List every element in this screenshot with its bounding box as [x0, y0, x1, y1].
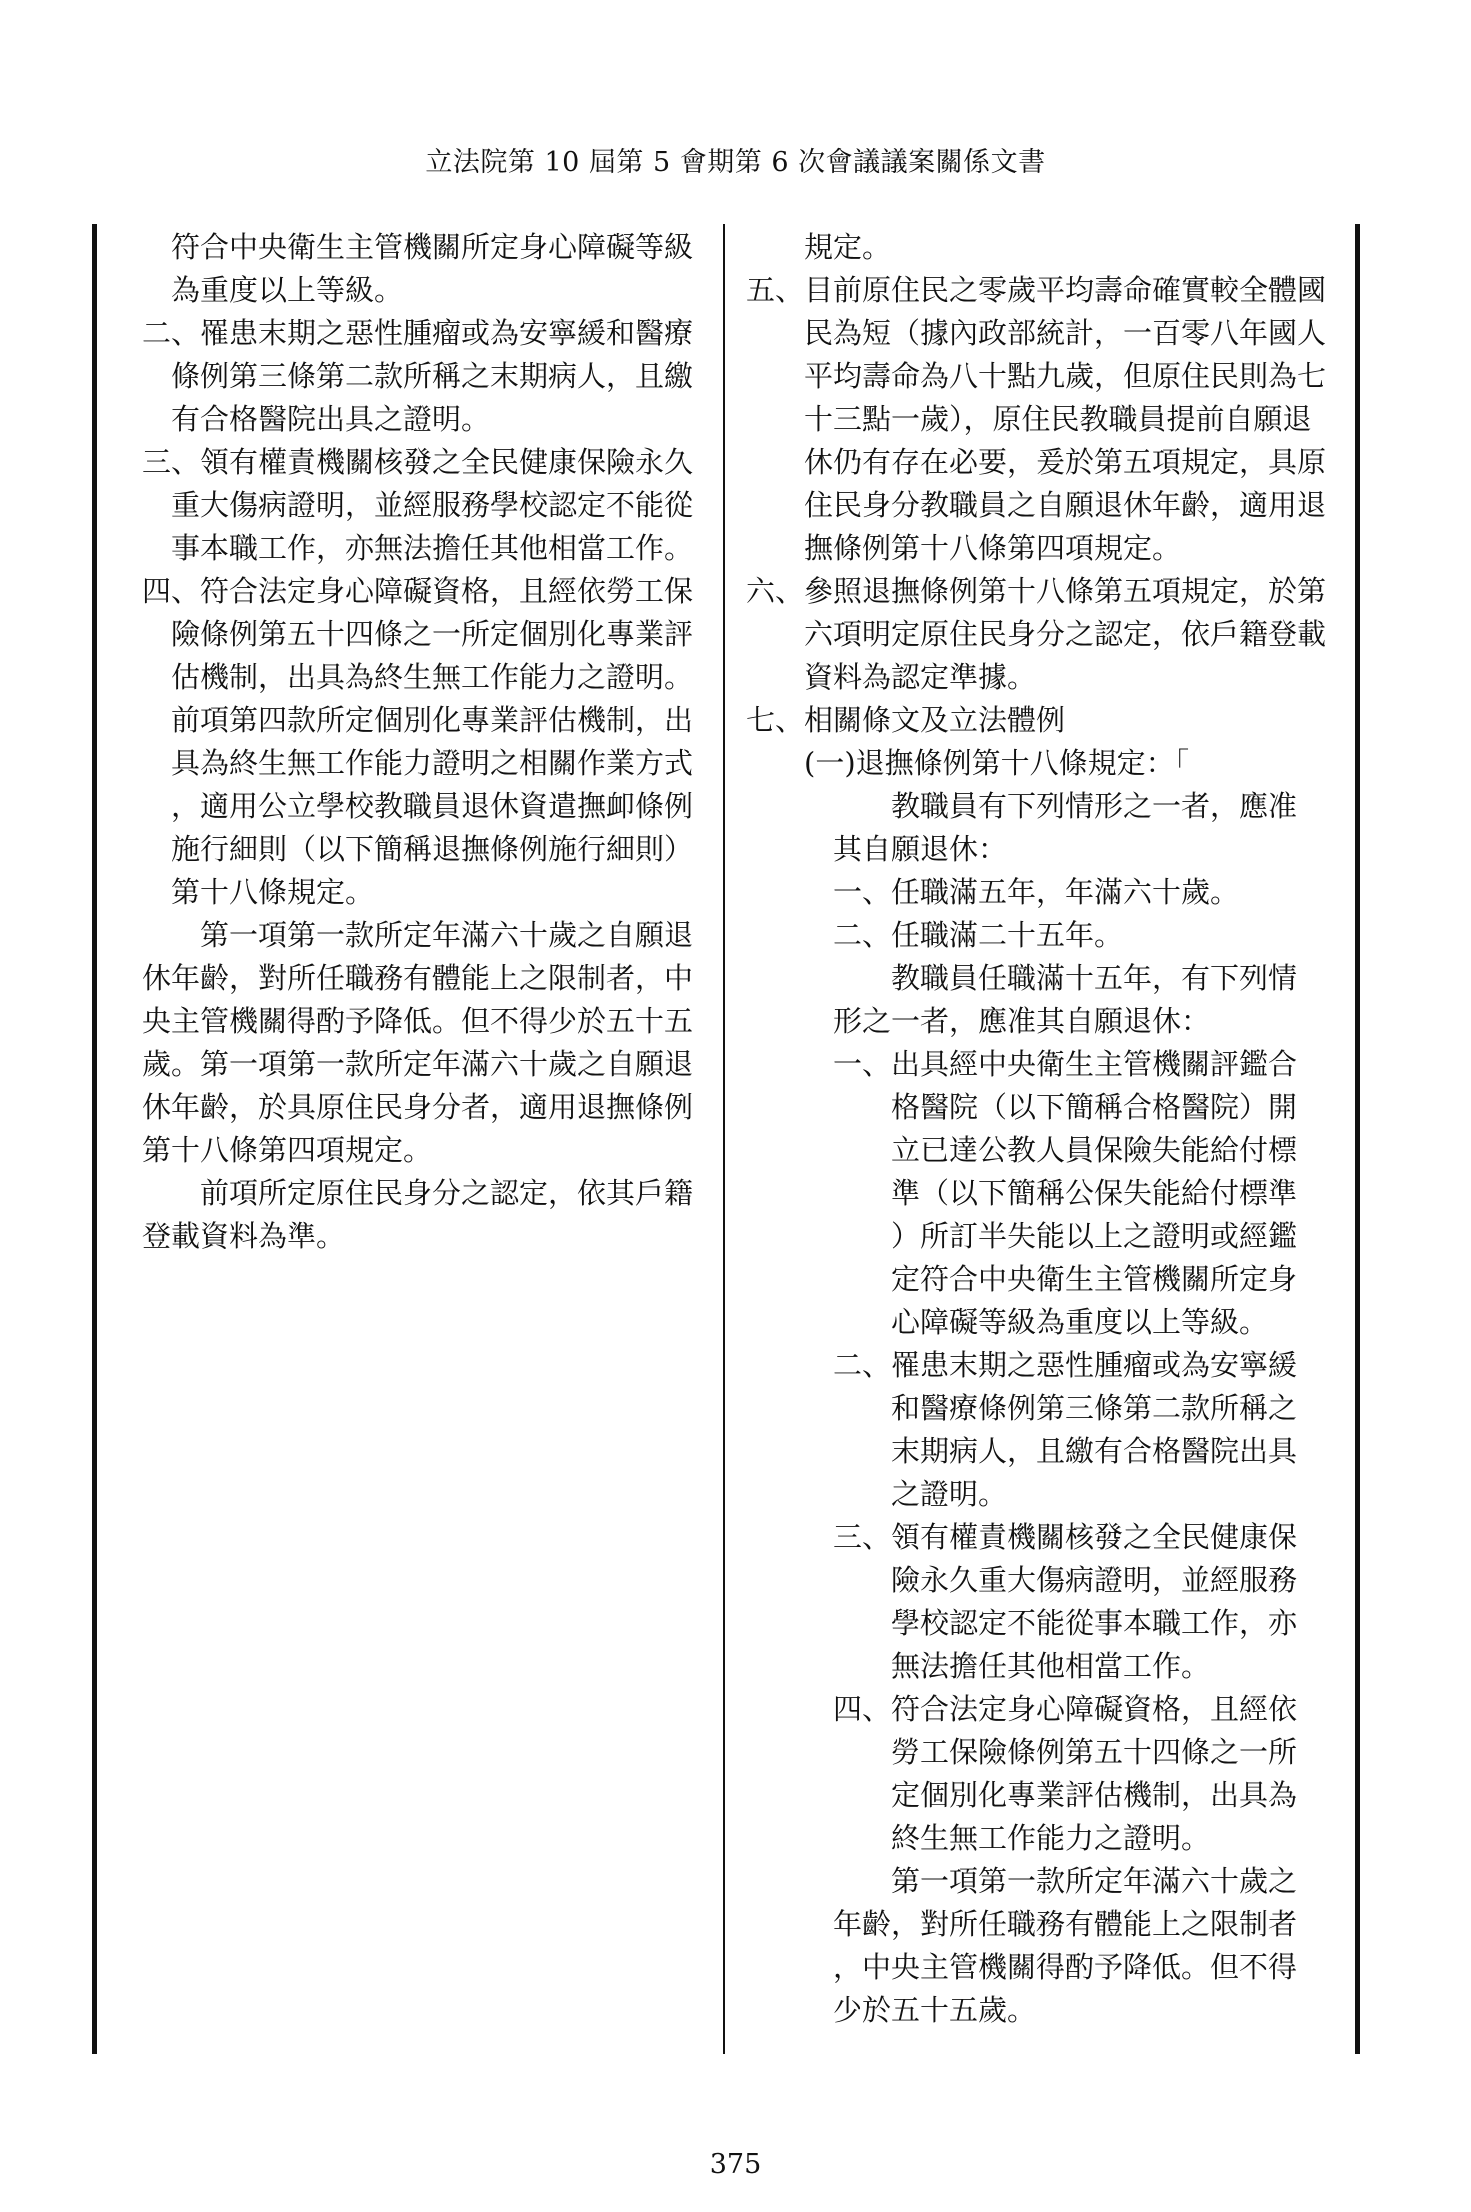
text-line: 重大傷病證明，並經服務學校認定不能從: [142, 488, 694, 522]
text-line: 央主管機關得酌予降低。但不得少於五十五: [142, 1004, 694, 1038]
text-line: 和醫療條例第三條第二款所稱之: [746, 1391, 1298, 1425]
text-line: 學校認定不能從事本職工作，亦: [746, 1606, 1298, 1640]
column-divider: [723, 224, 725, 2054]
text-line: 休仍有存在必要，爰於第五項規定，具原: [746, 445, 1327, 479]
text-line: ）所訂半失能以上之證明或經鑑: [746, 1219, 1298, 1253]
text-line: 民為短（據內政部統計，一百零八年國人: [746, 316, 1327, 350]
text-line: 教職員有下列情形之一者，應准: [746, 789, 1298, 823]
text-line: 十三點一歲），原住民教職員提前自願退: [746, 402, 1312, 436]
text-line: 施行細則（以下簡稱退撫條例施行細則）: [142, 832, 694, 866]
text-line: 住民身分教職員之自願退休年齡，適用退: [746, 488, 1327, 522]
text-line: 少於五十五歲。: [746, 1993, 1037, 2027]
text-line: 年齡，對所任職務有體能上之限制者: [746, 1907, 1298, 1941]
text-line: 規定。: [746, 230, 892, 264]
text-line: 符合中央衛生主管機關所定身心障礙等級: [142, 230, 694, 264]
text-line: 休年齡，對所任職務有體能上之限制者，中: [142, 961, 694, 995]
text-line: ，中央主管機關得酌予降低。但不得: [746, 1950, 1298, 1984]
right-column: [746, 226, 1336, 2032]
text-line: ，適用公立學校教職員退休資遣撫卹條例: [142, 789, 694, 823]
text-line: 二、罹患末期之惡性腫瘤或為安寧緩和醫療: [142, 316, 694, 350]
text-line: 休年齡，於具原住民身分者，適用退撫條例: [142, 1090, 694, 1124]
text-line: 險永久重大傷病證明，並經服務: [746, 1563, 1298, 1597]
text-line: 形之一者，應准其自願退休：: [746, 1004, 1211, 1038]
text-line: 一、任職滿五年，年滿六十歲。: [746, 875, 1240, 909]
text-line: 終生無工作能力之證明。: [746, 1821, 1211, 1855]
text-line: 四、符合法定身心障礙資格，且經依勞工保: [142, 574, 694, 608]
text-line: 估機制，出具為終生無工作能力之證明。: [142, 660, 694, 694]
text-line: 無法擔任其他相當工作。: [746, 1649, 1211, 1683]
text-line: 撫條例第十八條第四項規定。: [746, 531, 1182, 565]
text-line: 立已達公教人員保險失能給付標: [746, 1133, 1298, 1167]
text-line: 二、罹患末期之惡性腫瘤或為安寧緩: [746, 1348, 1298, 1382]
page-header: 立法院第 10 屆第 5 會期第 6 次會議議案關係文書: [425, 147, 1046, 178]
text-line: 其自願退休：: [746, 832, 1008, 866]
text-line: 一、出具經中央衛生主管機關評鑑合: [746, 1047, 1298, 1081]
text-line: 心障礙等級為重度以上等級。: [746, 1305, 1269, 1339]
text-line: 資料為認定準據。: [746, 660, 1037, 694]
text-line: 勞工保險條例第五十四條之一所: [746, 1735, 1298, 1769]
left-column: [142, 226, 704, 1258]
right-border-rule: [1355, 224, 1360, 2054]
text-line: 六項明定原住民身分之認定，依戶籍登載: [746, 617, 1327, 651]
text-line: 前項第四款所定個別化專業評估機制，出: [142, 703, 694, 737]
text-line: 準（以下簡稱公保失能給付標準: [746, 1176, 1298, 1210]
text-line: 三、領有權責機關核發之全民健康保險永久: [142, 445, 694, 479]
text-line: 七、相關條文及立法體例: [746, 703, 1066, 737]
text-line: 之證明。: [746, 1477, 1008, 1511]
text-line: 第十八條規定。: [142, 875, 375, 909]
text-line: 第一項第一款所定年滿六十歲之: [746, 1864, 1298, 1898]
left-border-rule: [92, 224, 97, 2054]
text-line: 具為終生無工作能力證明之相關作業方式: [142, 746, 694, 780]
text-line: 險條例第五十四條之一所定個別化專業評: [142, 617, 694, 651]
text-line: 歲。第一項第一款所定年滿六十歲之自願退: [142, 1047, 694, 1081]
text-line: 定符合中央衛生主管機關所定身: [746, 1262, 1298, 1296]
text-line: 五、目前原住民之零歲平均壽命確實較全體國: [746, 273, 1327, 307]
text-line: 定個別化專業評估機制，出具為: [746, 1778, 1298, 1812]
page-number: 375: [709, 2149, 762, 2180]
text-line: 為重度以上等級。: [142, 273, 404, 307]
text-line: 教職員任職滿十五年，有下列情: [746, 961, 1298, 995]
text-line: 二、任職滿二十五年。: [746, 918, 1124, 952]
text-line: 格醫院（以下簡稱合格醫院）開: [746, 1090, 1298, 1124]
text-line: 六、參照退撫條例第十八條第五項規定，於第: [746, 574, 1327, 608]
text-line: 平均壽命為八十點九歲，但原住民則為七: [746, 359, 1327, 393]
text-line: 第一項第一款所定年滿六十歲之自願退: [142, 918, 694, 952]
text-line: 登載資料為準。: [142, 1219, 346, 1253]
text-line: (一)退撫條例第十八條規定：「: [746, 746, 1190, 780]
text-line: 四、符合法定身心障礙資格，且經依: [746, 1692, 1298, 1726]
text-line: 前項所定原住民身分之認定，依其戶籍: [142, 1176, 694, 1210]
text-line: 有合格醫院出具之證明。: [142, 402, 491, 436]
text-line: 事本職工作，亦無法擔任其他相當工作。: [142, 531, 694, 565]
text-line: 第十八條第四項規定。: [142, 1133, 433, 1167]
text-line: 條例第三條第二款所稱之末期病人，且繳: [142, 359, 694, 393]
text-line: 末期病人，且繳有合格醫院出具: [746, 1434, 1298, 1468]
text-line: 三、領有權責機關核發之全民健康保: [746, 1520, 1298, 1554]
